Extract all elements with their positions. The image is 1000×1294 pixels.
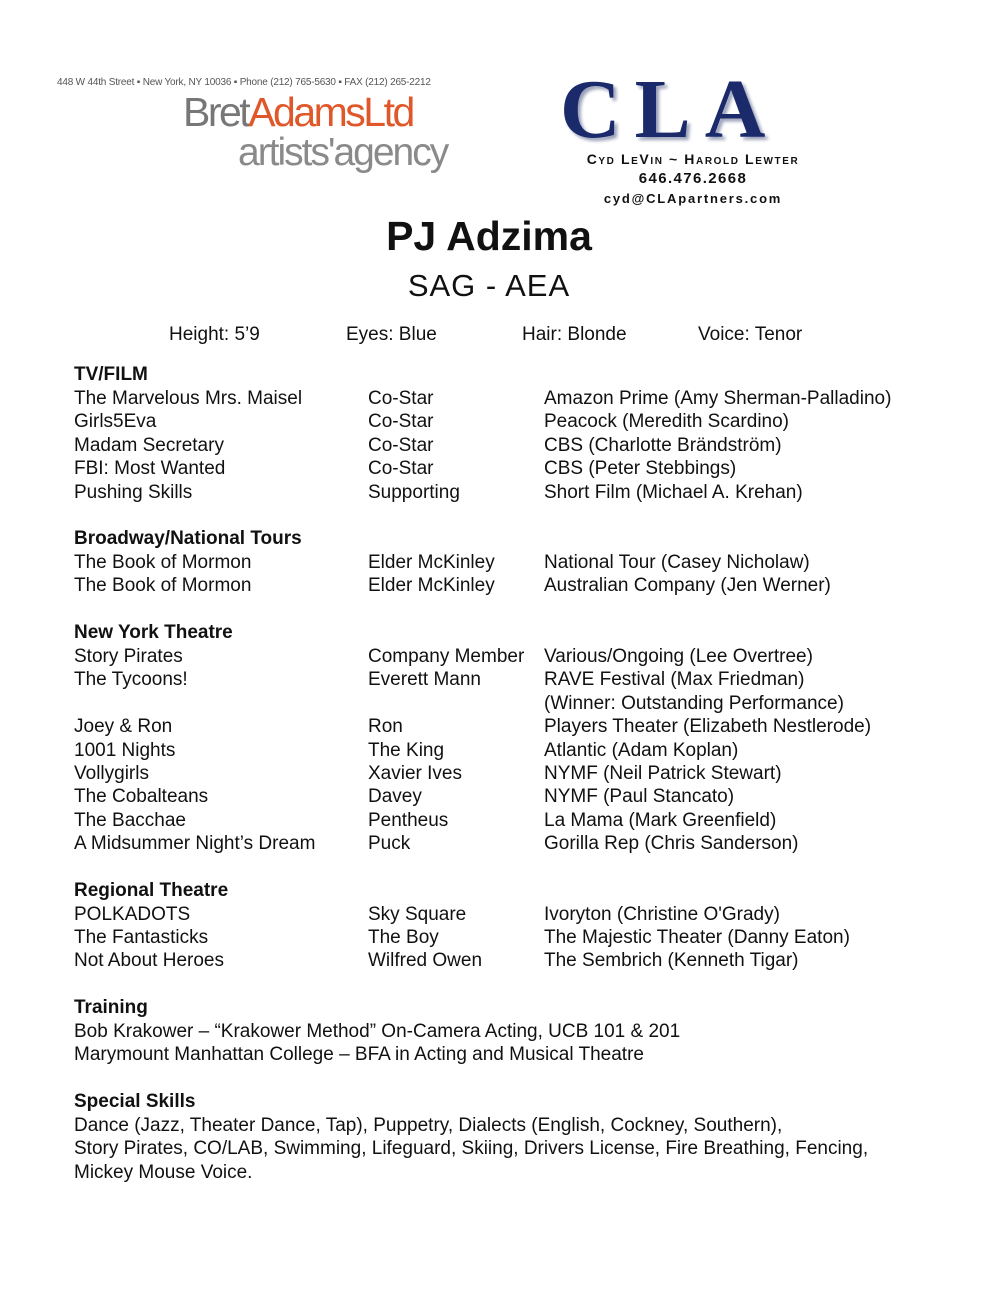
credit-row [74,435,974,458]
credit-role: Wilfred Owen [368,950,483,971]
skills-line: Story Pirates, CO/LAB, Swimming, Lifeguard, Skiing, Drivers License, Fire Breathing, Fencing, [74,1138,869,1159]
credit-title: The Fantasticks [74,927,209,948]
credit-venue: Short Film (Michael A. Krehan) [544,482,803,503]
credit-row [74,927,974,950]
credit-role: Supporting [368,482,460,503]
credit-title: Madam Secretary [74,435,224,456]
stat-hair: Hair: Blonde [522,324,627,345]
credit-venue: Australian Company (Jen Werner) [544,575,831,596]
stat-voice: Voice: Tenor [698,324,803,345]
credit-row [74,482,974,505]
training-line: Bob Krakower – “Krakower Method” On-Camera Acting, UCB 101 & 201 [74,1021,681,1042]
credit-venue: The Majestic Theater (Danny Eaton) [544,927,850,948]
agency-logo-name [183,89,413,135]
agency-logo-name-part1: Bret [183,89,249,135]
skills-line: Dance (Jazz, Theater Dance, Tap), Puppetry, Dialects (English, Cockney, Southern), [74,1115,783,1136]
section-title-regional: Regional Theatre [74,880,229,901]
section-title-broadway: Broadway/National Tours [74,528,302,549]
credit-title: Girls5Eva [74,411,157,432]
credit-title: FBI: Most Wanted [74,458,226,479]
credit-role: Ron [368,716,403,737]
credit-role: The Boy [368,927,439,948]
credit-row [74,388,974,411]
credit-title: 1001 Nights [74,740,176,761]
credit-venue: RAVE Festival (Max Friedman) [544,669,805,690]
credit-role: Elder McKinley [368,552,495,573]
credit-role: Pentheus [368,810,449,831]
section-title-special-skills: Special Skills [74,1091,196,1112]
cla-phone: 646.476.2668 [638,170,748,187]
credit-row [74,458,974,481]
credit-role: Co-Star [368,388,434,409]
credit-venue: CBS (Peter Stebbings) [544,458,737,479]
credit-venue: CBS (Charlotte Brändström) [544,435,782,456]
credit-title: The Tycoons! [74,669,188,690]
credit-role: The King [368,740,445,761]
credit-venue: Players Theater (Elizabeth Nestlerode) [544,716,872,737]
agency-logo-name-part2: AdamsLtd [248,89,413,135]
credit-role: Davey [368,786,422,807]
credit-row [74,716,974,739]
credit-row [74,740,974,763]
credit-venue: Atlantic (Adam Koplan) [544,740,739,761]
credit-row [74,646,974,669]
credit-title: A Midsummer Night’s Dream [74,833,316,854]
cla-logo: CLA [560,63,780,156]
credit-row [74,786,974,809]
credit-role: Everett Mann [368,669,481,690]
union-affiliations: SAG - AEA [407,268,571,303]
section-title-ny-theatre: New York Theatre [74,622,233,643]
credit-row [74,552,974,575]
credit-title: Vollygirls [74,763,149,784]
credit-title: The Book of Mormon [74,575,252,596]
credit-role: Sky Square [368,904,467,925]
section-title-training: Training [74,997,148,1018]
credit-title: Story Pirates [74,646,183,667]
credit-title: The Bacchae [74,810,186,831]
credit-venue: La Mama (Mark Greenfield) [544,810,777,831]
training-line: Marymount Manhattan College – BFA in Acting and Musical Theatre [74,1044,644,1065]
credit-role: Co-Star [368,411,434,432]
credit-role: Co-Star [368,458,434,479]
credit-venue: Amazon Prime (Amy Sherman-Palladino) [544,388,892,409]
credit-title: The Marvelous Mrs. Maisel [74,388,303,409]
credit-role: Xavier Ives [368,763,462,784]
credit-row [74,575,974,598]
credit-title: POLKADOTS [74,904,191,925]
credit-row [74,411,974,434]
cla-agents: Cyd LeVin ~ Harold Lewter [586,151,800,167]
credit-title: Pushing Skills [74,482,193,503]
stat-height: Height: 5’9 [169,324,260,345]
credit-venue: NYMF (Neil Patrick Stewart) [544,763,782,784]
cla-email: cyd@CLApartners.com [603,191,783,206]
credit-row [74,833,974,856]
credit-venue: (Winner: Outstanding Performance) [544,693,844,714]
credit-venue: The Sembrich (Kenneth Tigar) [544,950,799,971]
credit-role: Co-Star [368,435,434,456]
agency-address: 448 W 44th Street ▪ New York, NY 10036 ▪ Phone (212) 765-5630 ▪ FAX (212) 265-2212 [57,77,431,88]
actor-name: PJ Adzima [386,213,592,259]
credit-row [74,950,974,973]
credit-row [74,904,974,927]
credit-row [74,693,974,716]
credit-role: Elder McKinley [368,575,495,596]
credit-title: Joey & Ron [74,716,173,737]
credit-title: The Cobalteans [74,786,209,807]
credit-venue: Various/Ongoing (Lee Overtree) [544,646,813,667]
credit-venue: Gorilla Rep (Chris Sanderson) [544,833,799,854]
skills-line: Mickey Mouse Voice. [74,1162,253,1183]
credit-row [74,810,974,833]
agency-logo-subtitle: artists'agency [238,131,448,174]
credit-title: The Book of Mormon [74,552,252,573]
credit-venue: Ivoryton (Christine O'Grady) [544,904,780,925]
credit-venue: Peacock (Meredith Scardino) [544,411,789,432]
credit-venue: National Tour (Casey Nicholaw) [544,552,810,573]
credit-venue: NYMF (Paul Stancato) [544,786,735,807]
stat-eyes: Eyes: Blue [346,324,437,345]
credit-role: Company Member [368,646,525,667]
section-title-tv-film: TV/FILM [74,364,148,385]
credit-role: Puck [368,833,411,854]
credit-row [74,669,974,692]
credit-title: Not About Heroes [74,950,224,971]
credit-row [74,763,974,786]
